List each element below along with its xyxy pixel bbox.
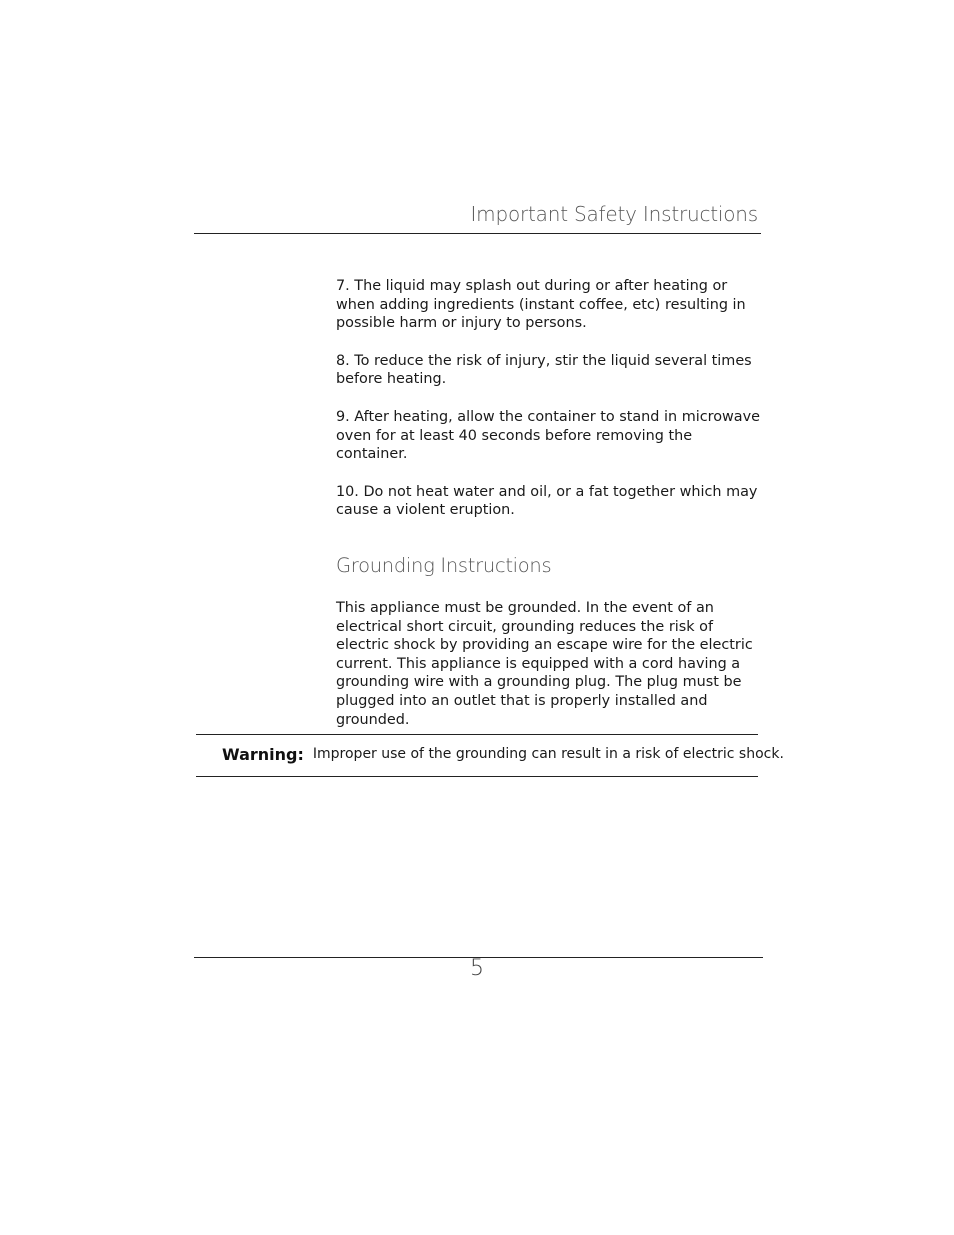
page-header-title: Important Safety Instructions [470,202,758,226]
warning-label: Warning: [222,744,304,764]
main-content [336,277,760,729]
grounding-paragraph: This appliance must be grounded. In the event of an electrical short circuit, grounding reduces the risk of electric shock by providing an escape wire for the electric current. This appliance is equipped with a cord having a grounding wire with a grounding plug. The plug must be plugged into an outlet that is properly installed and grounded. [336,599,753,728]
warning-bottom-divider [196,776,758,777]
warning-box [222,740,784,768]
header-divider [194,233,761,234]
grounding-heading: Grounding Instructions [336,553,552,577]
instruction-item-10: 10. Do not heat water and oil, or a fat together which may cause a violent eruption. [336,483,758,519]
instruction-item-9: 9. After heating, allow the container to stand in microwave oven for at least 40 seconds before removing the container. [336,408,760,463]
warning-top-divider [196,734,758,735]
instruction-item-8: 8. To reduce the risk of injury, stir the liquid several times before heating. [336,352,752,388]
warning-text: Improper use of the grounding can result in a risk of electric shock. [312,746,784,762]
instruction-item-7: 7. The liquid may splash out during or after heating or when adding ingredients (instant coffee, etc) resulting in possible harm or injury to persons. [336,278,746,332]
page-number: 5 [470,956,484,981]
